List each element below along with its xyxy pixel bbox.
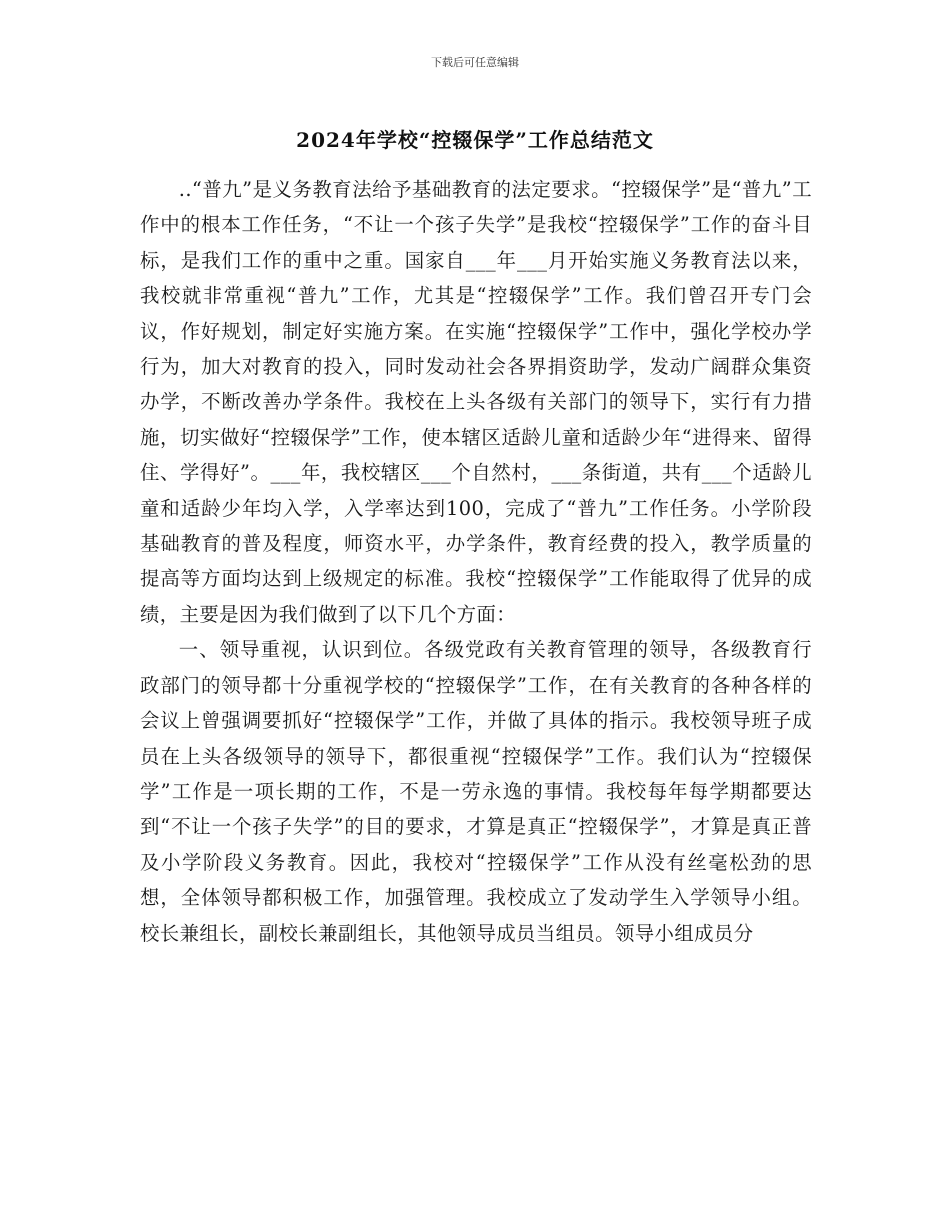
- paragraph-intro: ..“普九”是义务教育法给予基础教育的法定要求。“控辍保学”是“普九”工作中的根本工作任务，“不让一个孩子失学”是我校“控辍保学”工作的奋斗目标，是我们工作的重中之重。国家自___年___月开始实施义务教育法以来，我校就非常重视“普九”工作，尤其是“控辍保学”工作。我们曾召开专门会议，作好规划，制定好实施方案。在实施“控辍保学”工作中，强化学校办学行为，加大对教育的投入，同时发动社会各界捐资助学，发动广阔群众集资办学，不断改善办学条件。我校在上头各级有关部门的领导下，实行有力措施，切实做好“控辍保学”工作，使本辖区适龄儿童和适龄少年“进得来、留得住、学得好”。___年，我校辖区___个自然村，___条街道，共有___个适龄儿童和适龄少年均入学，入学率达到100，完成了“普九”工作任务。小学阶段基础教育的普及程度，师资水平，办学条件，教育经费的投入，教学质量的提高等方面均达到上级规定的标准。我校“控辍保学”工作能取得了优异的成绩，主要是因为我们做到了以下几个方面：: [140, 178, 812, 626]
- document-title: 2024年学校“控辍保学”工作总结范文: [296, 128, 654, 152]
- document-body: [140, 172, 812, 951]
- paragraph-section-one: 一、领导重视，认识到位。各级党政有关教育管理的领导，各级教育行政部门的领导都十分重视学校的“控辍保学”工作，在有关教育的各种各样的会议上曾强调要抓好“控辍保学”工作，并做了具体的指示。我校领导班子成员在上头各级领导的领导下，都很重视“控辍保学”工作。我们认为“控辍保学”工作是一项长期的工作，不是一劳永逸的事情。我校每年每学期都要达到“不让一个孩子失学”的目的要求，才算是真正“控辍保学”，才算是真正普及小学阶段义务教育。因此，我校对“控辍保学”工作从没有丝毫松劲的思想，全体领导都积极工作，加强管理。我校成立了发动学生入学领导小组。校长兼组长，副校长兼副组长，其他领导成员当组员。领导小组成员分: [140, 638, 812, 945]
- page-header-note: 下载后可任意编辑: [431, 56, 519, 69]
